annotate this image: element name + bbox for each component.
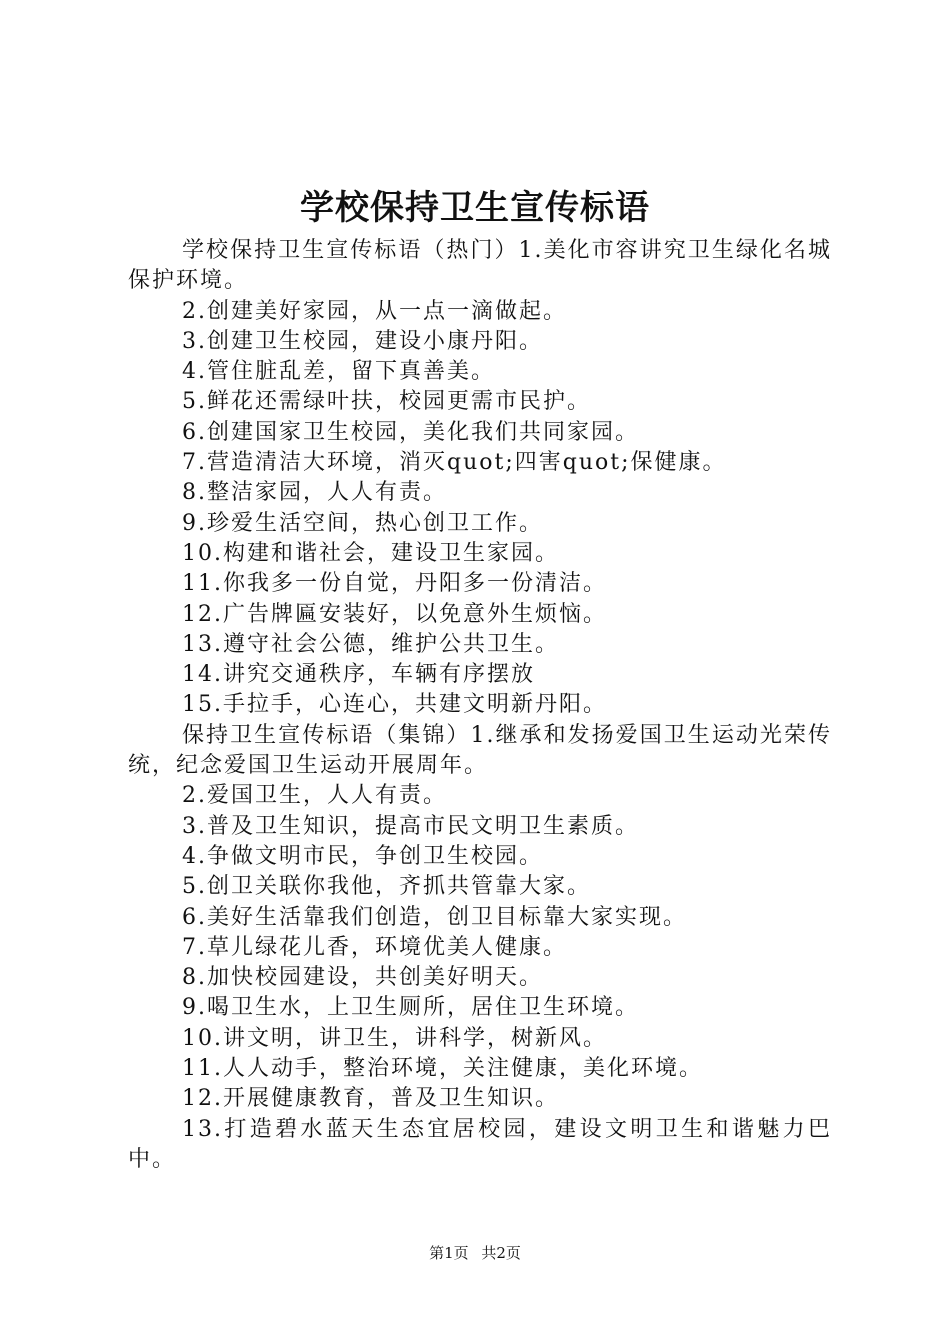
page-footer xyxy=(0,1243,950,1263)
paragraph: 3.创建卫生校园，建设小康丹阳。 xyxy=(182,328,543,354)
paragraph: 保持卫生宣传标语（集锦）1.继承和发扬爱国卫生运动光荣传统，纪念爱国卫生运动开展周年。 xyxy=(128,722,832,779)
paragraph: 学校保持卫生宣传标语（热门）1.美化市容讲究卫生绿化名城保护环境。 xyxy=(128,238,832,294)
page-number-current: 第1页 xyxy=(429,1244,469,1262)
paragraph: 2.爱国卫生，人人有责。 xyxy=(182,783,447,809)
paragraph: 4.管住脏乱差，留下真善美。 xyxy=(182,359,495,385)
paragraph: 14.讲究交通秩序，车辆有序摆放 xyxy=(182,662,535,688)
paragraph: 10.构建和谐社会，建设卫生家园。 xyxy=(182,540,559,566)
paragraph: 10.讲文明，讲卫生，讲科学，树新风。 xyxy=(182,1025,607,1051)
paragraph: 6.美好生活靠我们创造，创卫目标靠大家实现。 xyxy=(182,904,687,930)
paragraph: 7.营造清洁大环境，消灭quot;四害quot;保健康。 xyxy=(182,450,727,476)
document-body xyxy=(128,236,832,1175)
paragraph: 11.你我多一份自觉，丹阳多一份清洁。 xyxy=(182,571,607,597)
paragraph: 13.遵守社会公德，维护公共卫生。 xyxy=(182,631,559,657)
paragraph: 12.开展健康教育，普及卫生知识。 xyxy=(182,1086,559,1112)
paragraph: 9.喝卫生水，上卫生厕所，居住卫生环境。 xyxy=(182,995,639,1021)
paragraph: 8.加快校园建设，共创美好明天。 xyxy=(182,965,543,991)
paragraph: 12.广告牌匾安装好，以免意外生烦恼。 xyxy=(182,601,607,627)
paragraph: 5.创卫关联你我他，齐抓共管靠大家。 xyxy=(182,874,591,900)
paragraph: 3.普及卫生知识，提高市民文明卫生素质。 xyxy=(182,813,639,839)
paragraph: 9.珍爱生活空间，热心创卫工作。 xyxy=(182,510,543,536)
paragraph: 15.手拉手，心连心，共建文明新丹阳。 xyxy=(182,692,607,718)
paragraph: 7.草儿绿花儿香，环境优美人健康。 xyxy=(182,934,567,960)
paragraph: 2.创建美好家园，从一点一滴做起。 xyxy=(182,298,567,324)
paragraph: 11.人人动手，整治环境，关注健康，美化环境。 xyxy=(182,1056,703,1082)
paragraph: 6.创建国家卫生校园，美化我们共同家园。 xyxy=(182,419,639,445)
paragraph: 4.争做文明市民，争创卫生校园。 xyxy=(182,843,543,869)
page-number-total: 共2页 xyxy=(481,1244,521,1262)
paragraph: 5.鲜花还需绿叶扶，校园更需市民护。 xyxy=(182,389,591,415)
document-title: 学校保持卫生宣传标语 xyxy=(300,188,650,228)
paragraph: 13.打造碧水蓝天生态宜居校园，建设文明卫生和谐魅力巴中。 xyxy=(128,1116,832,1172)
paragraph: 8.整洁家园，人人有责。 xyxy=(182,480,447,506)
